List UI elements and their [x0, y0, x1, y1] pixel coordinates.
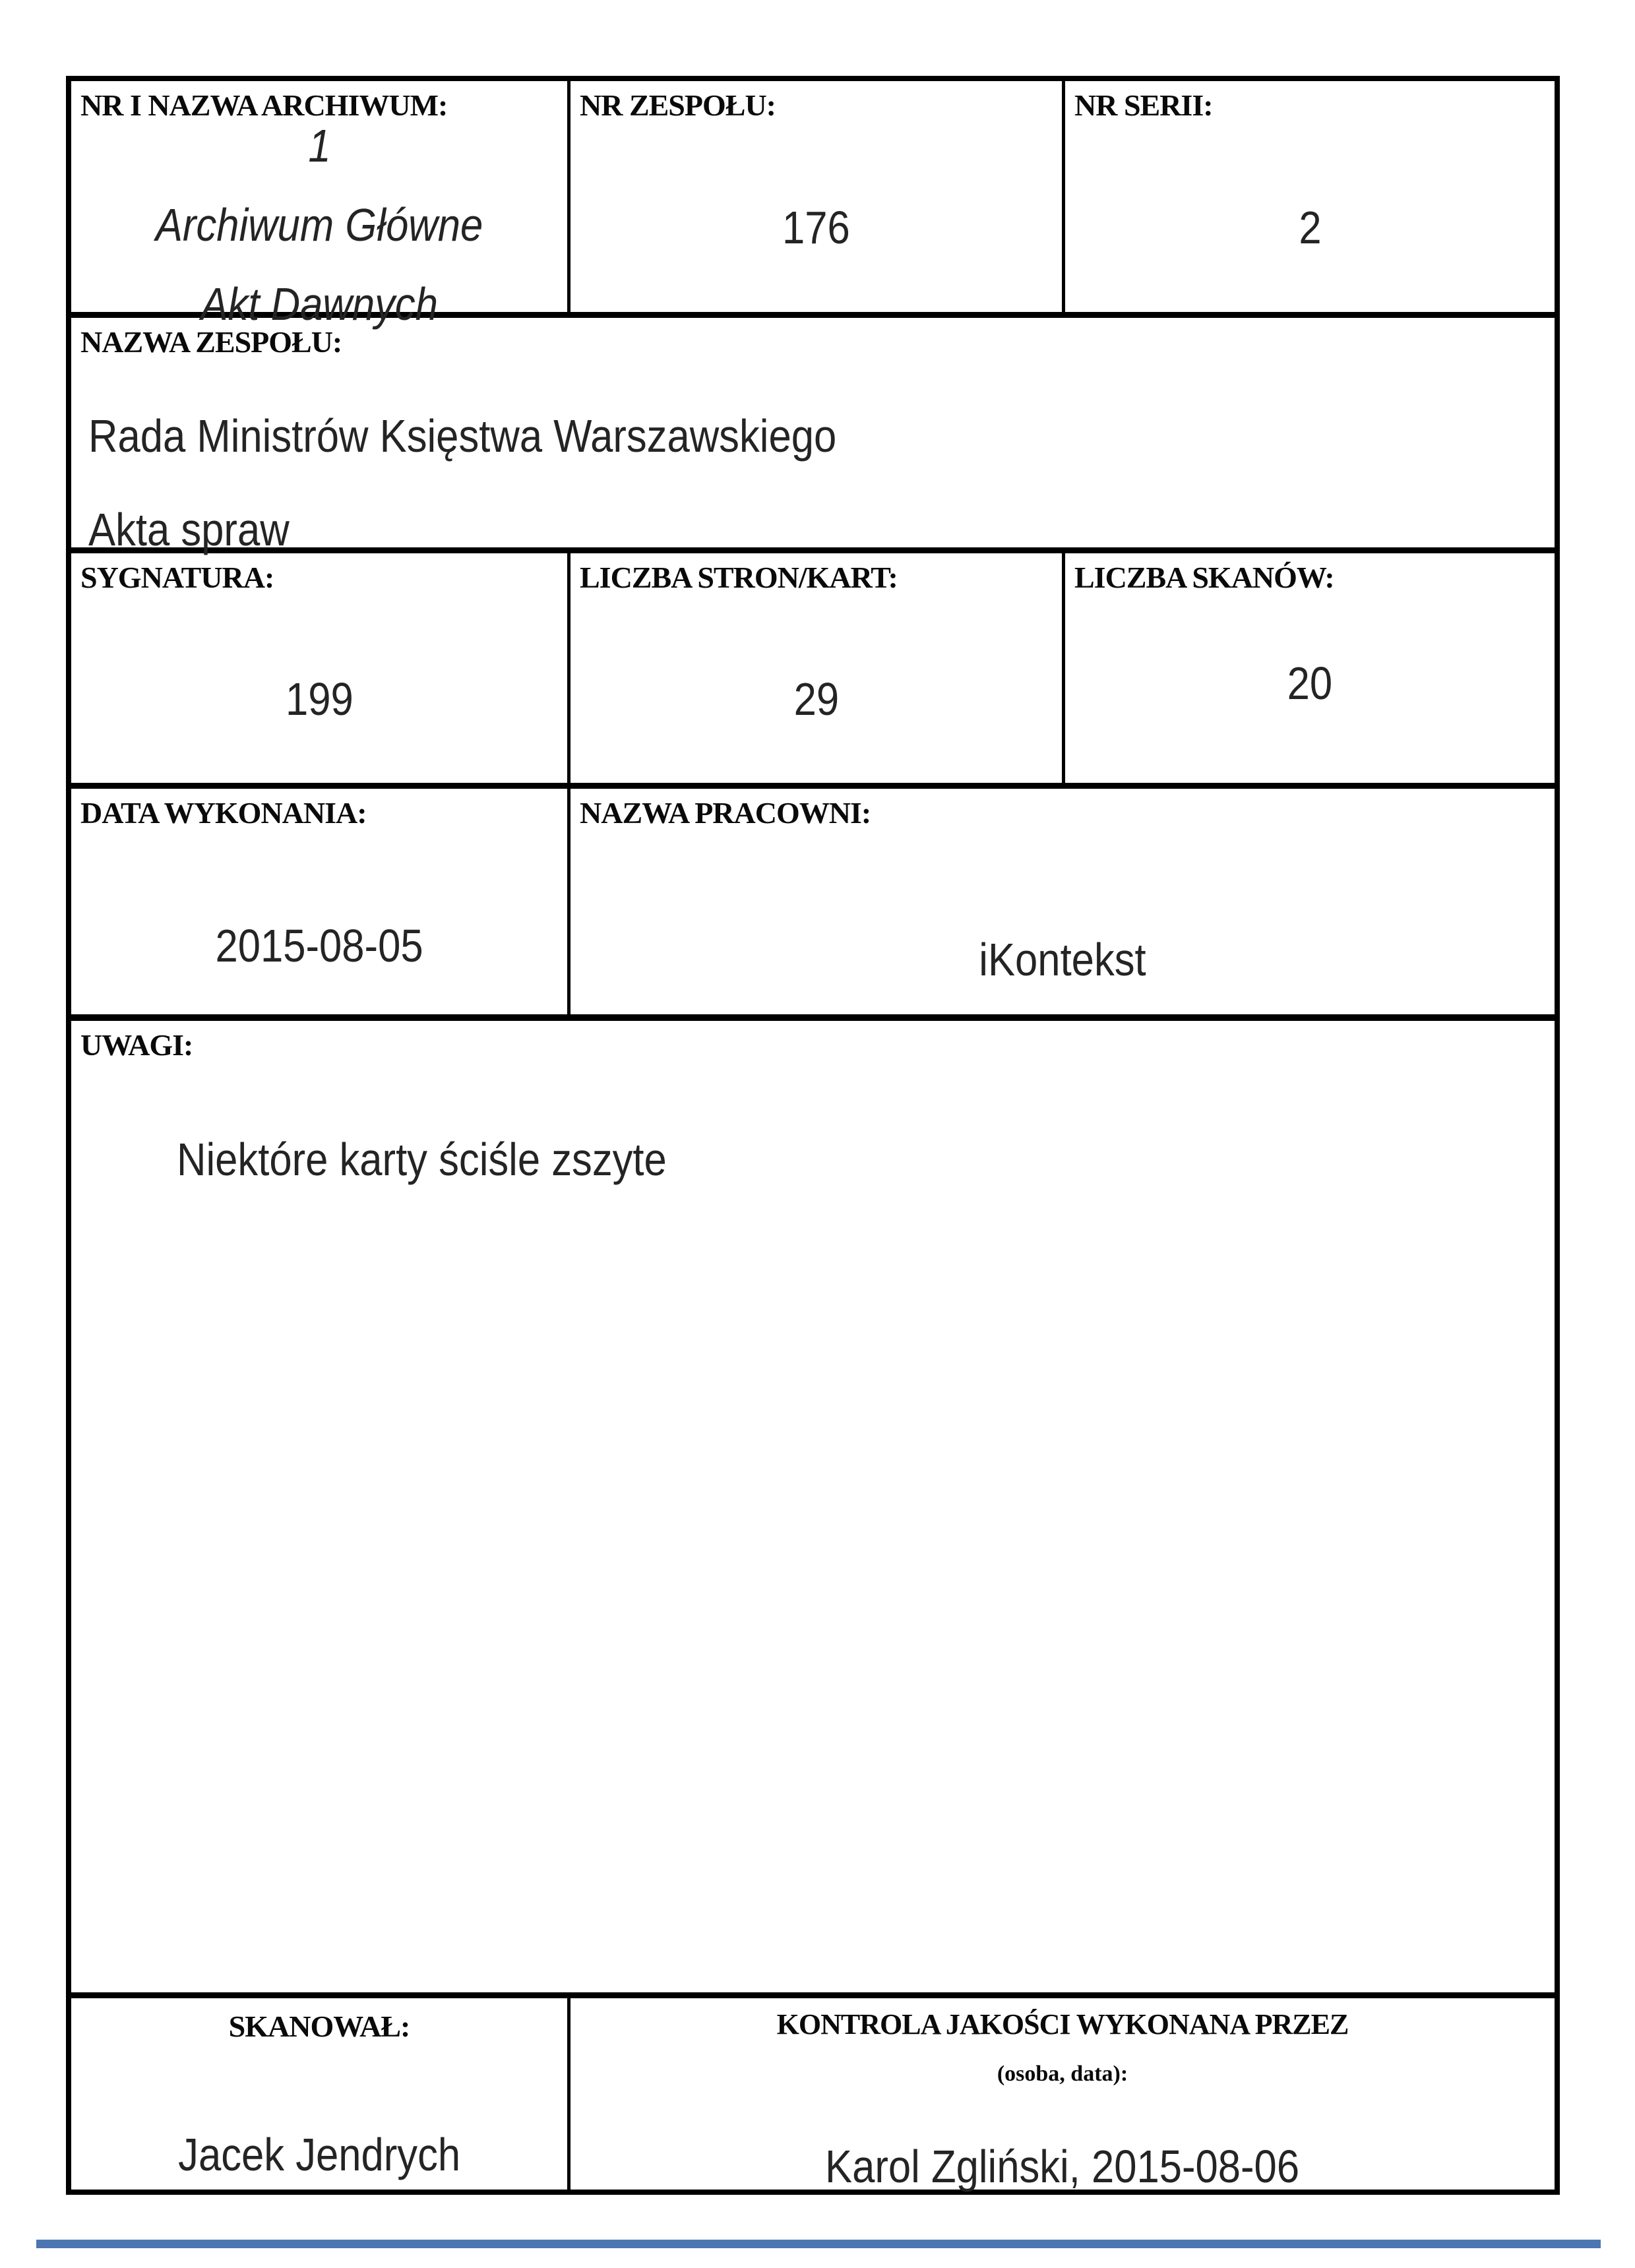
execution-date-value: 2015-08-05	[215, 920, 423, 972]
pages-count-value: 29	[793, 673, 839, 725]
cell-scans-count	[1065, 553, 1555, 783]
quality-control-label-line2: (osoba, data):	[997, 2062, 1128, 2086]
scans-count-label: LICZBA SKANÓW:	[1074, 561, 1334, 594]
quality-control-label-line1: KONTROLA JAKOŚCI WYKONANA PRZEZ	[776, 2008, 1349, 2040]
workshop-value-wrap	[571, 933, 1555, 986]
remarks-value: Niektóre karty ściśle zszyte	[177, 1134, 667, 1185]
series-number-value-wrap	[1065, 201, 1555, 254]
pages-count-label: LICZBA STRON/KART:	[580, 561, 898, 594]
quality-control-value: Karol Zgliński, 2015-08-06	[825, 2140, 1300, 2192]
metadata-table	[66, 76, 1560, 2195]
fonds-number-value-wrap	[571, 201, 1062, 254]
fonds-name-label: NAZWA ZESPOŁU:	[80, 325, 342, 359]
row-date-workshop	[71, 789, 1555, 1021]
scanned-by-value: Jacek Jendrych	[178, 2129, 460, 2181]
row-archive	[71, 81, 1555, 330]
row-fonds-name	[71, 318, 1555, 553]
quality-control-value-wrap	[571, 2140, 1555, 2193]
cell-pages-count	[571, 553, 1065, 783]
archive-label: NR I NAZWA ARCHIWUM:	[80, 88, 448, 122]
cell-scanned-by	[71, 1998, 571, 2190]
series-number-value: 2	[1298, 202, 1322, 253]
cell-archive-number-name	[71, 81, 571, 330]
scans-count-value: 20	[1287, 657, 1333, 709]
execution-date-label: DATA WYKONANIA:	[80, 796, 367, 830]
row-signatures	[71, 1998, 1555, 2190]
archive-number: 1	[307, 120, 331, 171]
cell-fonds-name	[71, 318, 1555, 555]
row-signature-counts	[71, 553, 1555, 789]
scanned-by-label: SKANOWAŁ:	[228, 2009, 410, 2043]
scanned-by-value-wrap	[71, 2128, 567, 2181]
archive-name-line2: Akt Dawnych	[201, 278, 438, 330]
scans-count-value-wrap	[1065, 657, 1555, 710]
archive-value	[71, 113, 567, 350]
workshop-label: NAZWA PRACOWNI:	[580, 796, 871, 830]
series-number-label: NR SERII:	[1074, 88, 1213, 122]
remarks-label: UWAGI:	[80, 1028, 193, 1062]
cell-quality-control	[571, 1998, 1555, 2190]
workshop-value: iKontekst	[979, 933, 1146, 985]
cell-remarks	[71, 1021, 1555, 1992]
cell-execution-date	[71, 789, 571, 1014]
fonds-number-label: NR ZESPOŁU:	[580, 88, 776, 122]
pages-count-value-wrap	[571, 673, 1062, 725]
execution-date-value-wrap	[71, 919, 567, 972]
archive-name-line1: Archiwum Główne	[155, 199, 483, 251]
fonds-number-value: 176	[782, 202, 850, 253]
cell-signature	[71, 553, 571, 783]
remarks-value-wrap	[177, 1133, 733, 1186]
signature-label: SYGNATURA:	[80, 561, 274, 594]
bottom-accent-line	[36, 2240, 1601, 2248]
fonds-name-line1: Rada Ministrów Księstwa Warszawskiego	[88, 410, 837, 462]
cell-fonds-number	[571, 81, 1065, 312]
signature-value: 199	[285, 673, 354, 725]
signature-value-wrap	[71, 673, 567, 725]
cell-workshop	[571, 789, 1555, 1014]
cell-series-number	[1065, 81, 1555, 312]
row-remarks	[71, 1021, 1555, 1998]
fonds-name-line2: Akta spraw	[88, 504, 290, 555]
